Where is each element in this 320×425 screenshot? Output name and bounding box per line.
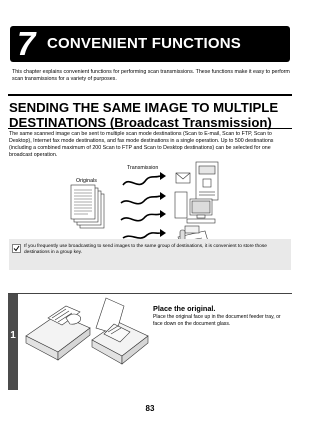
originals-label: Originals bbox=[76, 178, 97, 184]
section-title: SENDING THE SAME IMAGE TO MULTIPLE DESTINATIONS (Broadcast Transmission) bbox=[9, 100, 279, 130]
chapter-number: 7 bbox=[17, 25, 36, 62]
document-feeder-icon bbox=[26, 306, 90, 360]
step-number: 1 bbox=[10, 330, 16, 341]
transmission-label: Transmission bbox=[127, 165, 159, 171]
note-text: If you frequently use broadcasting to send images to the same group of destinations, it is convenient to store those destinations in a group key. bbox=[24, 244, 267, 256]
document-glass-icon bbox=[92, 298, 148, 364]
step-title: Place the original. bbox=[153, 304, 216, 313]
page-number: 83 bbox=[145, 404, 155, 413]
chapter-intro: This chapter explains convenient functions for performing scan transmissions. These functions make it easy to perform scan transmissions for a variety of purposes. bbox=[12, 69, 290, 82]
chapter-title: CONVENIENT FUNCTIONS bbox=[47, 35, 242, 52]
step-text: Place the original face up in the document feeder tray, or face down on the document glass. bbox=[153, 314, 281, 327]
section-body: The same scanned image can be sent to multiple scan mode destinations (Scan to E-mail, Scan to FTP, Scan to Desktop), Internet fax mode destinations, and fax mode destinations in a single operation. Up to 500 destinations (including a combined maximum of 200 Scan to FTP and Scan to Desktop destinations) can be selected for one broadcast operation. bbox=[9, 131, 274, 158]
